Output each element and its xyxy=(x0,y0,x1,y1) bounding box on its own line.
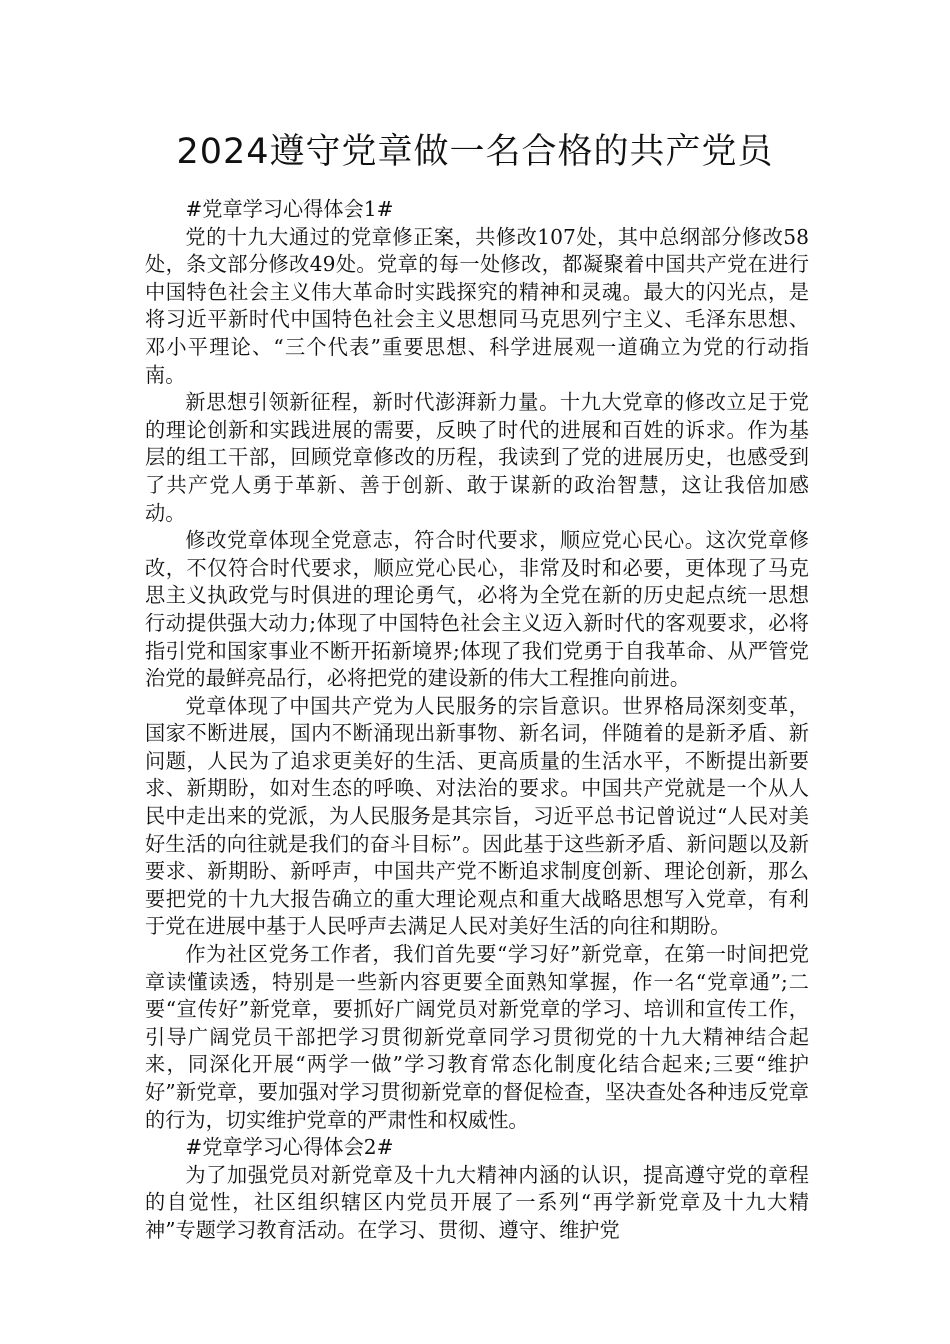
paragraph: 新思想引领新征程，新时代澎湃新力量。十九大党章的修改立足于党的理论创新和实践进展的需要，反映了时代的进展和百姓的诉求。作为基层的组工干部，回顾党章修改的历程，我读到了党的进展历史，也感受到了共产党人勇于革新、善于创新、敢于谋新的政治智慧，这让我倍加感动。 xyxy=(145,390,809,525)
document-title: 2024遵守党章做一名合格的共产党员 xyxy=(176,132,774,172)
paragraph: 作为社区党务工作者，我们首先要“学习好”新党章，在第一时间把党章读懂读透，特别是一些新内容更要全面熟知掌握，作一名“党章通”;二要“宣传好”新党章，要抓好广阔党员对新党章的学习、培训和宣传工作，引导广阔党员干部把学习贯彻新党章同学习贯彻党的十九大精神结合起来，同深化开展“两学一做”学习教育常态化制度化结合起来;三要“维护好”新党章，要加强对学习贯彻新党章的督促检查，坚决查处各种违反党章的行为，切实维护党章的严肃性和权威性。 xyxy=(145,942,809,1132)
section-heading: #党章学习心得体会2# xyxy=(185,1135,394,1160)
paragraph: 为了加强党员对新党章及十九大精神内涵的认识，提高遵守党的章程的自觉性，社区组织辖区内党员开展了一系列“再学新党章及十九大精神”专题学习教育活动。在学习、贯彻、遵守、维护党 xyxy=(145,1162,809,1242)
paragraph: 党章体现了中国共产党为人民服务的宗旨意识。世界格局深刻变革，国家不断进展，国内不断涌现出新事物、新名词，伴随着的是新矛盾、新问题，人民为了追求更美好的生活、更高质量的生活水平，不断提出新要求、新期盼，如对生态的呼唤、对法治的要求。中国共产党就是一个从人民中走出来的党派，为人民服务是其宗旨，习近平总书记曾说过“人民对美好生活的向往就是我们的奋斗目标”。因此基于这些新矛盾、新问题以及新要求、新期盼、新呼声，中国共产党不断追求制度创新、理论创新，那么要把党的十九大报告确立的重大理论观点和重大战略思想写入党章，有利于党在进展中基于人民呼声去满足人民对美好生活的向往和期盼。 xyxy=(145,693,809,939)
paragraph: 修改党章体现全党意志，符合时代要求，顺应党心民心。这次党章修改，不仅符合时代要求，顺应党心民心，非常及时和必要，更体现了马克思主义执政党与时俱进的理论勇气，必将为全党在新的历史起点统一思想行动提供强大动力;体现了中国特色社会主义迈入新时代的客观要求，必将指引党和国家事业不断开拓新境界;体现了我们党勇于自我革命、从严管党治党的最鲜亮品行，必将把党的建设新的伟大工程推向前进。 xyxy=(145,528,809,691)
section-heading: #党章学习心得体会1# xyxy=(185,197,394,221)
document-body xyxy=(145,196,809,1245)
paragraph: 党的十九大通过的党章修正案，共修改107处，其中总纲部分修改58处，条文部分修改49处。党章的每一处修改，都凝聚着中国共产党在进行中国特色社会主义伟大革命时实践探究的精神和灵魂。最大的闪光点，是将习近平新时代中国特色社会主义思想同马克思列宁主义、毛泽东思想、邓小平理论、“三个代表”重要思想、科学进展观一道确立为党的行动指南。 xyxy=(145,224,809,387)
